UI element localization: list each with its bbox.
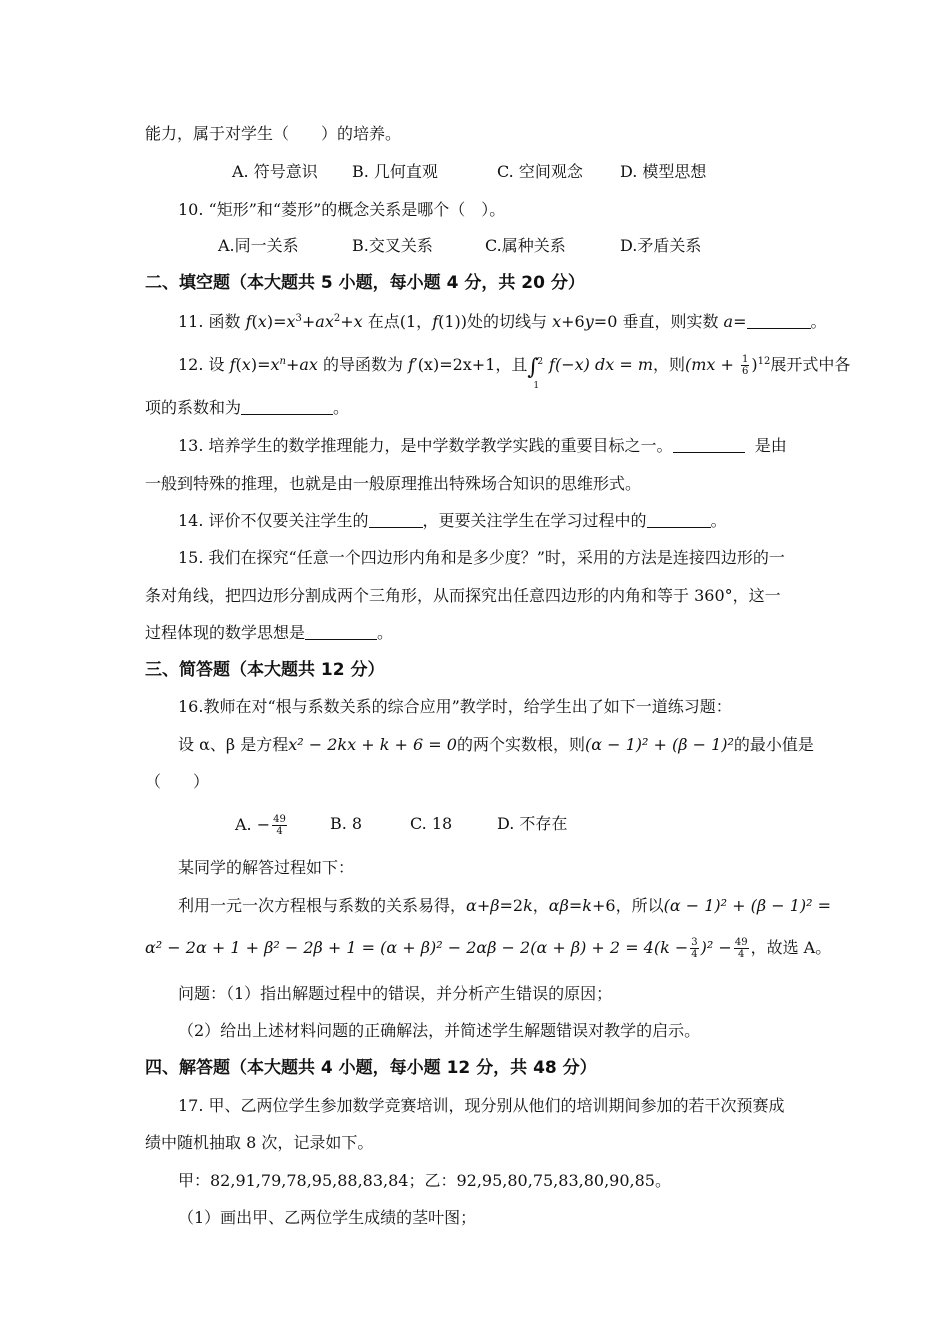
q16-task2: （2）给出上述材料问题的正确解法，并简述学生解题错误对教学的启示。 [178,1021,701,1040]
q9-option-a: A. 符号意识 [232,162,318,181]
integral-symbol: ∫ 2 1 [527,355,544,391]
q16-option-d: D. 不存在 [497,814,568,833]
q12-blank [241,398,333,415]
fraction-one-sixth: $\frac{1}{6}$ [742,354,749,377]
q16-solution-line2: α² − 2α + 1 + β² − 2β + 1 = (α + β)² − 2αβ − 2(α + β) + 2 = 4(k − $\frac{3}{4}$ )² − $\frac{49}{4}$ ，故选 A。 [145,937,832,960]
q17-line2: 绩中随机抽取 8 次，记录如下。 [145,1133,374,1152]
fraction-49-4-b: $\frac{49}{4}$ [734,937,748,960]
q16-solution-intro: 某同学的解答过程如下： [178,858,355,877]
q11-blank [747,312,811,329]
section-2-title: 二、填空题（本大题共 5 小题，每小题 4 分，共 20 分） [145,273,585,293]
q14-text: 14. 评价不仅要关注学生的 ，更要关注学生在学习过程中的 。 [178,511,727,530]
q13-line2: 一般到特殊的推理，也就是由一般原理推出特殊场合知识的思维形式。 [145,474,642,493]
q13-blank [673,436,745,453]
section-3-title: 三、简答题（本大题共 12 分） [145,660,385,680]
q16-option-a: A. − $\frac{49}{4}$ [235,814,286,837]
q15-line3: 过程体现的数学思想是 。 [145,623,394,642]
q16-task1: 问题：（1）指出解题过程中的错误，并分析产生错误的原因； [178,984,613,1003]
q10-text: 10. “矩形”和“菱形”的概念关系是哪个（ ）。 [178,200,506,219]
q10-option-d: D.矛盾关系 [620,236,702,255]
q9-option-d: D. 模型思想 [620,162,707,181]
q15-line2: 条对角线，把四边形分割成两个三角形，从而探究出任意四边形的内角和等于 360°，这一 [145,586,781,605]
q15-line1: 15. 我们在探究“任意一个四边形内角和是多少度？”时，采用的方法是连接四边形的一 [178,548,785,567]
q17-data: 甲：82,91,79,78,95,88,83,84；乙：92,95,80,75,83,80,90,85。 [178,1171,671,1190]
section-4-title: 四、解答题（本大题共 4 小题，每小题 12 分，共 48 分） [145,1058,597,1078]
q15-blank [305,623,377,640]
q10-option-b: B.交叉关系 [352,236,433,255]
q11-text: 11. 函数 $f(x)=x^3+ax^2+x$ 在点(1，f(1))处的切线与 x+6y=0 垂直，则实数 a= 。 [178,312,827,331]
q16-paren: （ ） [145,772,210,791]
q9-option-b: B. 几何直观 [352,162,438,181]
q10-option-c: C.属种关系 [485,236,566,255]
q16-solution-line1: 利用一元一次方程根与系数的关系易得，α+β=2k，αβ=k+6，所以(α − 1)² + (β − 1)² = [178,896,832,915]
q9-tail: 能力，属于对学生（ ）的培养。 [145,124,402,143]
q16-intro: 16.教师在对“根与系数关系的综合应用”教学时，给学生出了如下一道练习题： [178,697,732,716]
q14-blank-1 [369,511,423,528]
fraction-49-4: $\frac{49}{4}$ [273,814,286,837]
q10-option-a: A.同一关系 [218,236,299,255]
fraction-3-4: $\frac{3}{4}$ [691,937,698,960]
q16-stem: 设 α、β 是方程x² − 2kx + k + 6 = 0的两个实数根，则(α − 1)² + (β − 1)²的最小值是 [178,735,814,754]
q16-option-c: C. 18 [410,814,453,833]
q13-line1: 13. 培养学生的数学推理能力，是中学数学教学实践的重要目标之一。 是由 [178,436,787,455]
q12-line2: 项的系数和为 。 [145,398,350,417]
q12-text: 12. 设 $f(x)=x^n+ax$ 的导函数为 f′(x)=2x+1，且∫ 2 1 f(−x) dx = m，则(mx + $\frac{1}{6}$ )$^{12}$展开式中各 [178,354,851,391]
q14-blank-2 [647,511,711,528]
q16-option-b: B. 8 [330,814,363,833]
q9-option-c: C. 空间观念 [497,162,583,181]
q17-task1: （1）画出甲、乙两位学生成绩的茎叶图； [178,1208,477,1227]
q17-line1: 17. 甲、乙两位学生参加数学竞赛培训，现分别从他们的培训期间参加的若干次预赛成 [178,1096,785,1115]
